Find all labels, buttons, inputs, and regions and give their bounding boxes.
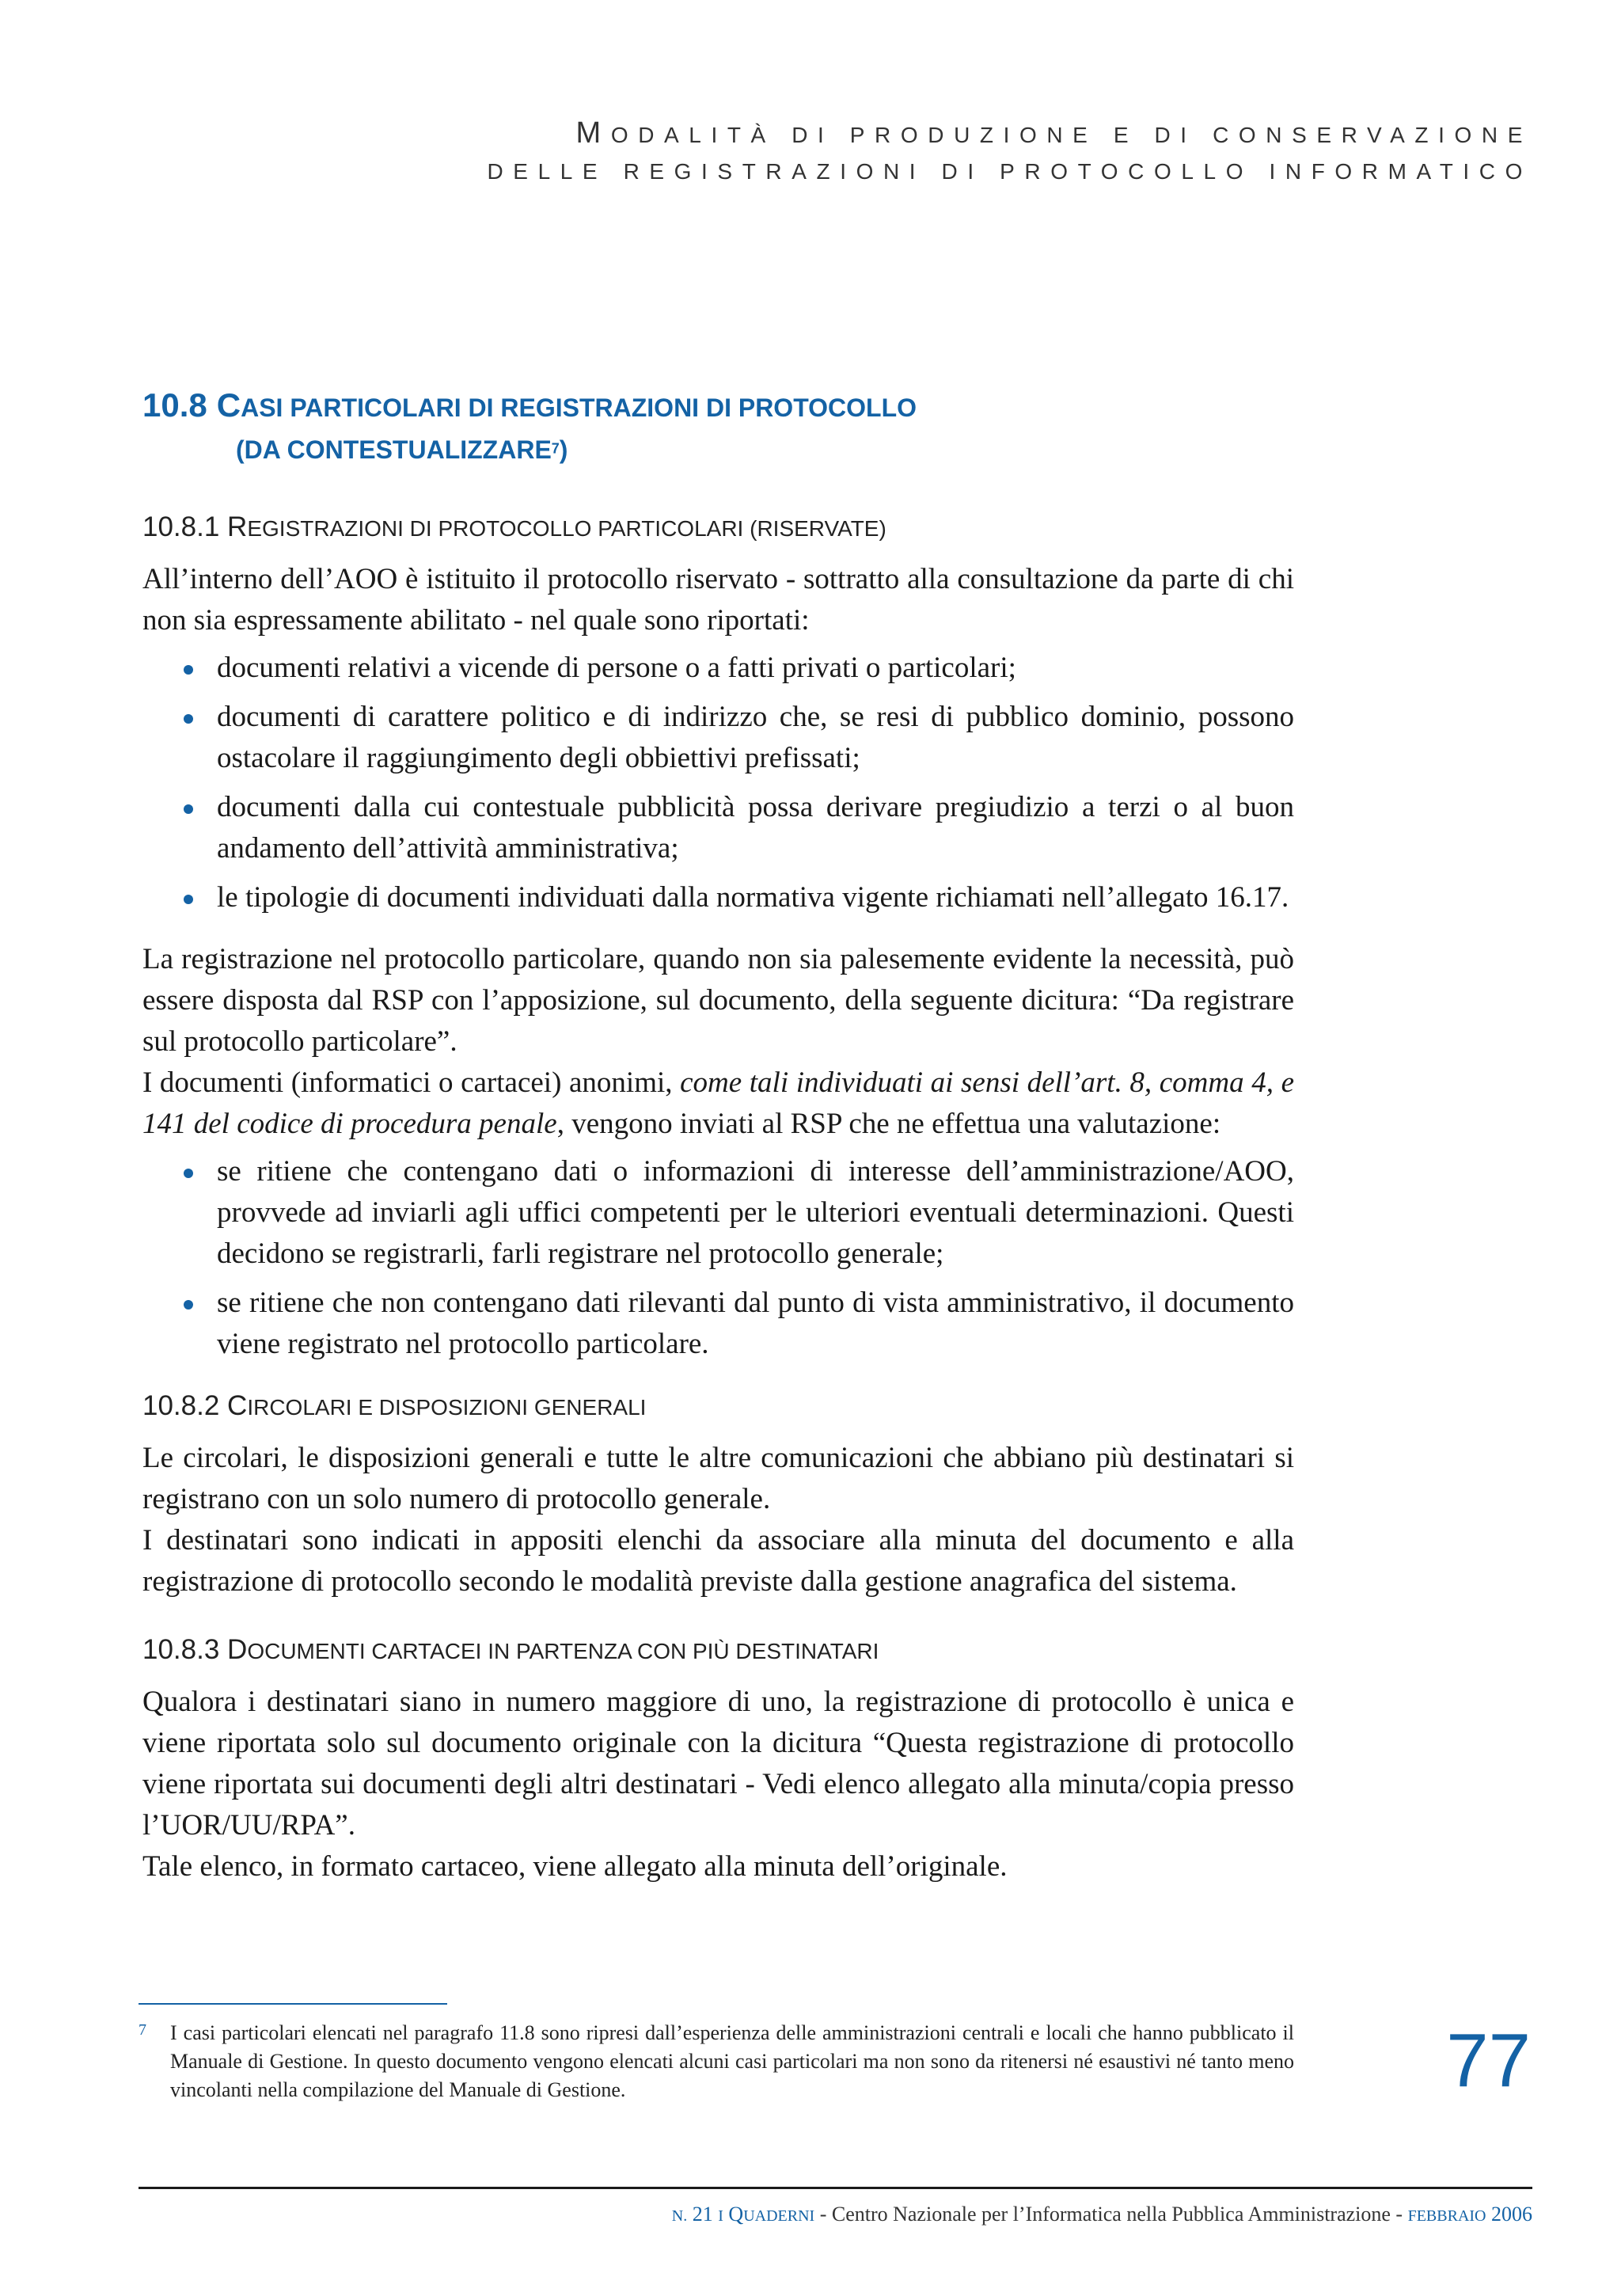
bullet-icon [184, 804, 193, 814]
running-header-line2: DELLE REGISTRAZIONI DI PROTOCOLLO INFORMATICO [487, 159, 1532, 184]
running-header-line1: MODALITÀ DI PRODUZIONE E DI CONSERVAZIONE [575, 116, 1532, 150]
bullet-icon [184, 665, 193, 675]
section-number: 10.8 [142, 386, 207, 424]
list-item: le tipologie di documenti individuati dalla normativa vigente richiamati nell’allegato 16.17. [142, 877, 1294, 918]
footnote-number: 7 [139, 2021, 146, 2039]
bullet-icon [184, 714, 193, 724]
footnote-ref[interactable]: 7 [551, 440, 560, 457]
bullet-icon [184, 895, 193, 904]
paragraph: La registrazione nel protocollo particolare, quando non sia palesemente evidente la necessità, può essere disposta dal RSP con l’apposizione, sul documento, della seguente dicitura: “Da registrare sul protocollo particolare”. [142, 943, 1294, 1058]
subsection-heading-10-8-3: 10.8.3 DOCUMENTI CARTACEI IN PARTENZA CON PIÙ DESTINATARI [142, 1634, 879, 1665]
bullet-list [142, 1151, 1294, 1365]
paragraph: I destinatari sono indicati in appositi elenchi da associare alla minuta del documento e alla registrazione di protocollo secondo le modalità previste dalla gestione anagrafica del sistema. [142, 1524, 1294, 1598]
section-title: 10.8 CASI PARTICOLARI DI REGISTRAZIONI DI PROTOCOLLO (DA CONTESTUALIZZARE$^7$) [142, 386, 917, 464]
footnote-text: I casi particolari elencati nel paragrafo 11.8 sono ripresi dall’esperienza delle amministrazioni centrali e locali che hanno pubblicato il Manuale di Gestione. In questo documento vengono elencati alcuni casi particolari ma non sono da ritenersi né esaustivi né tanto meno vincolanti nella compilazione del Manuale di Gestione. [170, 2021, 1294, 2101]
running-header [487, 115, 1532, 190]
bullet-icon [184, 1169, 193, 1178]
subsection-heading-10-8-1: 10.8.1 REGISTRAZIONI DI PROTOCOLLO PARTICOLARI (RISERVATE) [142, 511, 886, 542]
list-item: documenti di carattere politico e di indirizzo che, se resi di pubblico dominio, possono ostacolare il raggiungimento degli obbiettivi prefissati; [142, 697, 1294, 779]
list-item: documenti relativi a vicende di persone o a fatti privati o particolari; [142, 648, 1294, 689]
bullet-icon [184, 1300, 193, 1310]
page-number: 77 [1446, 2018, 1531, 2103]
list-item: se ritiene che non contengano dati rilevanti dal punto di vista amministrativo, il documento viene registrato nel protocollo particolare. [142, 1283, 1294, 1365]
paragraph: I documenti (informatici o cartacei) anonimi, come tali individuati ai sensi dell’art. 8, comma 4, e 141 del codice di procedura penale, vengono inviati al RSP che ne effettua una valutazione: [142, 1066, 1294, 1140]
list-item: se ritiene che contengano dati o informazioni di interesse dell’amministrazione/AOO, provvede ad inviarli agli uffici competenti per le ulteriori eventuali determinazioni. Questi decidono se registrarli, farli registrare nel protocollo generale; [142, 1151, 1294, 1275]
bullet-list [142, 648, 1294, 918]
paragraph: Le circolari, le disposizioni generali e tutte le altre comunicazioni che abbiano più destinatari si registrano con un solo numero di protocollo generale. [142, 1442, 1294, 1515]
subsection-heading-10-8-2: 10.8.2 CIRCOLARI E DISPOSIZIONI GENERALI [142, 1390, 647, 1421]
paragraph: All’interno dell’AOO è istituito il protocollo riservato - sottratto alla consultazione da parte di chi non sia espressamente abilitato - nel quale sono riportati: [142, 563, 1294, 637]
page-footer: N. 21 I QUADERNI - Centro Nazionale per l’Informatica nella Pubblica Amministrazione - FEBBRAIO 2006 [671, 2203, 1532, 2226]
footnote [139, 2019, 1294, 2104]
list-item: documenti dalla cui contestuale pubblicità possa derivare pregiudizio a terzi o al buon andamento dell’attività amministrativa; [142, 787, 1294, 869]
paragraph: Qualora i destinatari siano in numero maggiore di uno, la registrazione di protocollo è unica e viene riportata solo sul documento originale con la dicitura “Questa registrazione di protocollo viene riportata sui documenti degli altri destinatari - Vedi elenco allegato alla minuta/copia presso l’UOR/UU/RPA”. [142, 1686, 1294, 1842]
footer-divider [139, 2187, 1532, 2189]
paragraph: Tale elenco, in formato cartaceo, viene allegato alla minuta dell’originale. [142, 1850, 1008, 1883]
footnote-divider [139, 2003, 447, 2005]
main-content [142, 507, 1294, 1887]
